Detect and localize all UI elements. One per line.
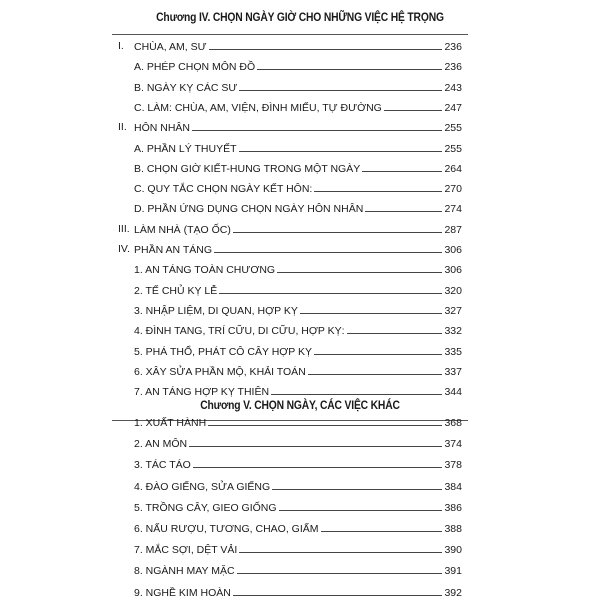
toc-entry: [0, 118, 600, 136]
toc-entry-title: B. CHỌN GIỜ KIẾT-HUNG TRONG MỘT NGÀY: [134, 162, 361, 175]
toc-leader-line: [239, 78, 442, 91]
toc-entry: [0, 498, 600, 516]
toc-page-number: 384: [444, 480, 462, 493]
toc-page-number: 236: [444, 61, 462, 74]
toc-page-number: 344: [444, 386, 462, 399]
toc-entry-number: III.: [118, 222, 130, 235]
toc-page-number: 255: [444, 142, 462, 155]
toc-entry: [0, 561, 600, 579]
toc-leader-line: [192, 118, 442, 131]
toc-entry-title: 5. TRỒNG CÂY, GIEO GIỐNG: [134, 501, 277, 514]
toc-entry-title: 7. MẮC SỢI, DỆT VẢI: [134, 544, 238, 557]
toc-entry-title: 2. AN MÔN: [134, 438, 188, 451]
toc-entry-line: [134, 57, 462, 75]
toc-page-number: 390: [444, 544, 462, 557]
toc-entry: [0, 455, 600, 473]
toc-page-number: 391: [444, 565, 462, 578]
toc-leader-line: [193, 455, 443, 468]
toc-leader-line: [233, 220, 443, 233]
toc-entry: [0, 240, 600, 258]
toc-entry-title: 3. TÁC TÁO: [134, 459, 191, 472]
toc-leader-line: [314, 342, 442, 355]
toc-page-number: 270: [444, 183, 462, 196]
toc-page-number: 274: [444, 203, 462, 216]
toc-entry-title: 2. TẾ CHỦ KỴ LỄ: [134, 284, 218, 297]
toc-entry-title: B. NGÀY KỴ CÁC SƯ: [134, 81, 238, 94]
toc-entry-line: [134, 220, 462, 238]
toc-page-number: 392: [444, 586, 462, 599]
toc-entry-line: [134, 413, 462, 431]
toc-entry-line: [134, 179, 462, 197]
toc-entry: [0, 78, 600, 96]
toc-entry-line: [134, 199, 462, 217]
toc-entry-title: CHÙA, AM, SƯ: [134, 41, 207, 53]
toc-entry: [0, 98, 600, 116]
toc-entry-line: [134, 519, 462, 537]
toc-entry-line: [134, 362, 462, 380]
toc-page-number: 320: [444, 284, 462, 297]
toc-entry-title: 5. PHÁ THỔ, PHÁT CÔ CÂY HỢP KỴ: [134, 345, 313, 358]
toc-leader-line: [279, 498, 443, 511]
toc-page-number: 236: [444, 41, 462, 53]
toc-page-number: 335: [444, 345, 462, 358]
toc-entry: [0, 260, 600, 278]
toc-entry-title: 7. AN TÁNG HỢP KỴ THIÊN: [134, 386, 270, 399]
toc-entry-title: HÔN NHÂN: [134, 122, 191, 135]
toc-entry: [0, 139, 600, 157]
toc-leader-line: [257, 57, 442, 70]
toc-entry-line: [134, 455, 462, 473]
chapter-4-title: Chương IV. CHỌN NGÀY GIỜ CHO NHỮNG VIỆC HỆ TRỌNG: [156, 10, 444, 24]
toc-page-number: 386: [444, 501, 462, 514]
toc-entry-line: [134, 321, 462, 339]
toc-entry: [0, 281, 600, 299]
toc-entry-title: 9. NGHỀ KIM HOÀN: [134, 586, 231, 599]
toc-entry-title: LÀM NHÀ (TẠO ỐC): [134, 223, 231, 236]
toc-entry: [0, 434, 600, 452]
toc-entry-title: 6. XÂY SỬA PHẦN MỘ, KHẢI TOÁN: [134, 365, 306, 378]
toc-entry-title: 1. AN TÁNG TOÀN CHƯƠNG: [134, 264, 276, 277]
toc-entry: [0, 301, 600, 319]
toc-entry-line: [134, 561, 462, 579]
toc-entry-line: [134, 342, 462, 360]
toc-page-number: 247: [444, 101, 462, 114]
toc-entry: [0, 321, 600, 339]
toc-entry: [0, 477, 600, 495]
toc-entry: [0, 519, 600, 537]
toc-entry: [0, 220, 600, 238]
toc-entry-line: [134, 583, 462, 601]
toc-page-number: 378: [444, 459, 462, 472]
toc-page-number: 332: [444, 325, 462, 338]
toc-page-number: 306: [444, 244, 462, 256]
toc-entry-line: [134, 159, 462, 177]
toc-entry-number: I.: [118, 40, 124, 52]
toc-entry: [0, 37, 600, 55]
toc-entry-title: 4. ĐÌNH TANG, TRÍ CỮU, DI CỮU, HỢP KỴ:: [134, 325, 345, 338]
toc-leader-line: [384, 98, 443, 111]
chapter-5-title: Chương V. CHỌN NGÀY, CÁC VIỆC KHÁC: [200, 398, 400, 412]
toc-page-number: 306: [444, 264, 462, 277]
toc-leader-line: [239, 540, 442, 553]
toc-leader-line: [208, 413, 442, 426]
toc-entry-title: A. PHÉP CHỌN MÔN ĐỒ: [134, 61, 256, 74]
toc-entry-title: 3. NHẬP LIỆM, DI QUAN, HỢP KỴ: [134, 304, 298, 317]
toc-leader-line: [237, 561, 443, 574]
toc-entry: [0, 179, 600, 197]
toc-entry: [0, 159, 600, 177]
toc-entry-number: II.: [118, 121, 127, 134]
toc-entry: [0, 413, 600, 431]
toc-leader-line: [365, 199, 442, 212]
toc-entry: [0, 583, 600, 601]
toc-page-number: 243: [444, 81, 462, 94]
toc-page-number: 337: [444, 365, 462, 378]
toc-entry-line: [134, 240, 462, 258]
toc-entry-title: C. LÀM: CHÙA, AM, VIỆN, ĐÌNH MIẾU, TỰ ĐƯỜNG: [134, 101, 382, 114]
toc-entry-line: [134, 434, 462, 452]
toc-leader-line: [362, 159, 442, 172]
toc-entry: [0, 57, 600, 75]
toc-entry: [0, 199, 600, 217]
toc-leader-line: [308, 362, 443, 375]
toc-entry: [0, 540, 600, 558]
toc-leader-line: [233, 583, 443, 596]
toc-entry-line: [134, 118, 462, 136]
toc-entry-number: IV.: [118, 243, 130, 255]
toc-entry: [0, 342, 600, 360]
toc-leader-line: [277, 260, 442, 273]
toc-entry-title: C. QUY TẮC CHỌN NGÀY KẾT HÔN:: [134, 183, 313, 196]
toc-entry-line: [134, 98, 462, 116]
chapter-4-top-rule: [112, 34, 468, 35]
toc-entry-title: A. PHẦN LÝ THUYẾT: [134, 142, 237, 155]
toc-entry-title: D. PHẦN ỨNG DỤNG CHỌN NGÀY HÔN NHÂN: [134, 203, 364, 216]
toc-entry-line: [134, 139, 462, 157]
toc-leader-line: [347, 321, 443, 334]
toc-page-number: 264: [444, 162, 462, 175]
toc-leader-line: [272, 477, 442, 490]
toc-leader-line: [271, 382, 442, 395]
toc-entry-line: [134, 498, 462, 516]
toc-entry-line: [134, 477, 462, 495]
toc-entry-title: 1. XUẤT HÀNH: [134, 417, 207, 429]
toc-page-number: 388: [444, 523, 462, 535]
toc-entry-title: 6. NẤU RƯỢU, TƯƠNG, CHAO, GIẤM: [134, 523, 319, 535]
toc-leader-line: [214, 240, 442, 253]
toc-entry-line: [134, 78, 462, 96]
toc-page-number: 374: [444, 438, 462, 451]
toc-leader-line: [239, 139, 443, 152]
toc-entry-line: [134, 540, 462, 558]
toc-leader-line: [300, 301, 443, 314]
toc-page-number: 368: [444, 417, 462, 429]
toc-page-number: 327: [444, 304, 462, 317]
toc-entry-line: [134, 260, 462, 278]
toc-page-number: 255: [444, 122, 462, 135]
toc-entry-title: 4. ĐÀO GIẾNG, SỬA GIẾNG: [134, 480, 271, 493]
toc-entry-line: [134, 281, 462, 299]
toc-leader-line: [321, 519, 443, 532]
toc-entry-line: [134, 37, 462, 55]
toc-leader-line: [209, 37, 443, 50]
toc-leader-line: [314, 179, 442, 192]
toc-leader-line: [219, 281, 442, 294]
toc-entry-title: PHẦN AN TÁNG: [134, 244, 212, 256]
toc-page-number: 287: [444, 223, 462, 236]
toc-entry-title: 8. NGÀNH MAY MẶC: [134, 565, 235, 578]
toc-leader-line: [189, 434, 442, 447]
toc-entry-line: [134, 301, 462, 319]
toc-entry: [0, 362, 600, 380]
